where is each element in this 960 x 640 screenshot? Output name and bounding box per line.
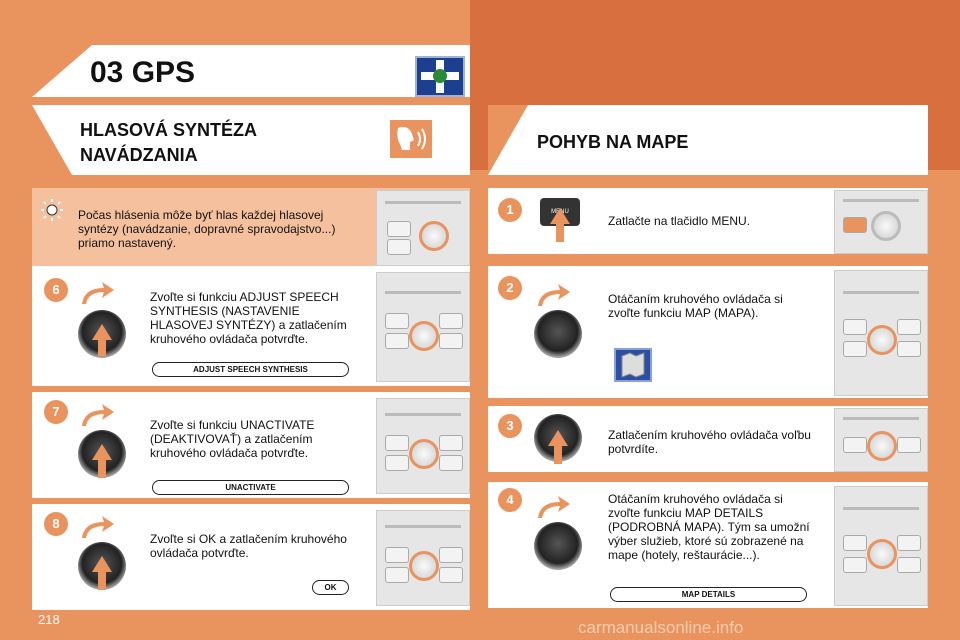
menu-label-badge: MAP DETAILS xyxy=(610,587,807,602)
tip-text: Počas hlásenia môže byť hlas každej hlasovej syntézy (navádzanie, dopravné spravodajstvo...) priamo nastavený. xyxy=(78,208,336,250)
rotate-arrow-icon xyxy=(80,516,114,540)
step-text: Otáčaním kruhového ovládača si zvoľte funkciu MAP (MAPA). xyxy=(608,292,783,320)
step-text: Zvoľte si funkciu UNACTIVATE (DEAKTIVOVAŤ) a zatlačením kruhového ovládača potvrďte. xyxy=(150,418,315,460)
step-number: 2 xyxy=(498,276,522,300)
step-text: Zvoľte si funkciu ADJUST SPEECH SYNTHESIS (NASTAVENIE HLASOVEJ SYNTÉZY) a zatlačením kruhového ovládača potvrďte. xyxy=(150,290,347,346)
step-text: Zatlačením kruhového ovládača voľbu potvrdíte. xyxy=(608,428,811,456)
step-text: Otáčaním kruhového ovládača si zvoľte funkciu MAP DETAILS (PODROBNÁ MAPA). Tým sa umožní výber služieb, ktoré sú zobrazené na mape (hotely, reštaurácie...). xyxy=(608,492,810,562)
page-number: 218 xyxy=(38,612,60,627)
device-illustration xyxy=(376,510,470,606)
rotate-arrow-icon xyxy=(536,496,570,520)
device-illustration xyxy=(376,272,470,382)
step-text: Zatlačte na tlačidlo MENU. xyxy=(608,214,751,228)
menu-label-badge: OK xyxy=(312,580,349,595)
device-illustration xyxy=(376,190,470,266)
map-icon xyxy=(614,348,652,382)
watermark: carmanualsonline.info xyxy=(578,618,744,637)
control-knob-icon xyxy=(534,310,582,358)
push-arrow-icon xyxy=(548,430,568,446)
device-illustration xyxy=(834,270,928,396)
push-arrow-icon xyxy=(92,324,112,340)
gps-chapter-icon xyxy=(415,56,465,97)
left-section-title-line2: NAVÁDZANIA xyxy=(80,145,198,165)
device-illustration xyxy=(834,486,928,606)
sun-tip-icon xyxy=(40,198,64,222)
step-number: 6 xyxy=(44,278,68,302)
device-illustration xyxy=(834,408,928,472)
right-section-title: POHYB NA MAPE xyxy=(537,132,689,152)
step-number: 8 xyxy=(44,512,68,536)
push-arrow-icon xyxy=(92,556,112,572)
step-number: 4 xyxy=(498,488,522,512)
step-number: 7 xyxy=(44,400,68,424)
chapter-title: 03 GPS xyxy=(90,56,196,89)
left-section-title-line1: HLASOVÁ SYNTÉZA xyxy=(80,120,258,140)
device-illustration xyxy=(376,398,470,494)
menu-button-illustration: MENU xyxy=(540,198,580,226)
rotate-arrow-icon xyxy=(80,282,114,306)
menu-label-badge: ADJUST SPEECH SYNTHESIS xyxy=(152,362,349,377)
push-arrow-icon xyxy=(92,444,112,460)
step-number: 3 xyxy=(498,414,522,438)
step-number: 1 xyxy=(498,198,522,222)
device-illustration xyxy=(834,190,928,254)
rotate-arrow-icon xyxy=(80,404,114,428)
speech-icon xyxy=(388,118,434,160)
step-text: Zvoľte si OK a zatlačením kruhového ovládača potvrďte. xyxy=(150,532,347,560)
menu-label-badge: UNACTIVATE xyxy=(152,480,349,495)
control-knob-icon xyxy=(534,522,582,570)
push-arrow-icon xyxy=(550,208,570,224)
rotate-arrow-icon xyxy=(536,284,570,308)
